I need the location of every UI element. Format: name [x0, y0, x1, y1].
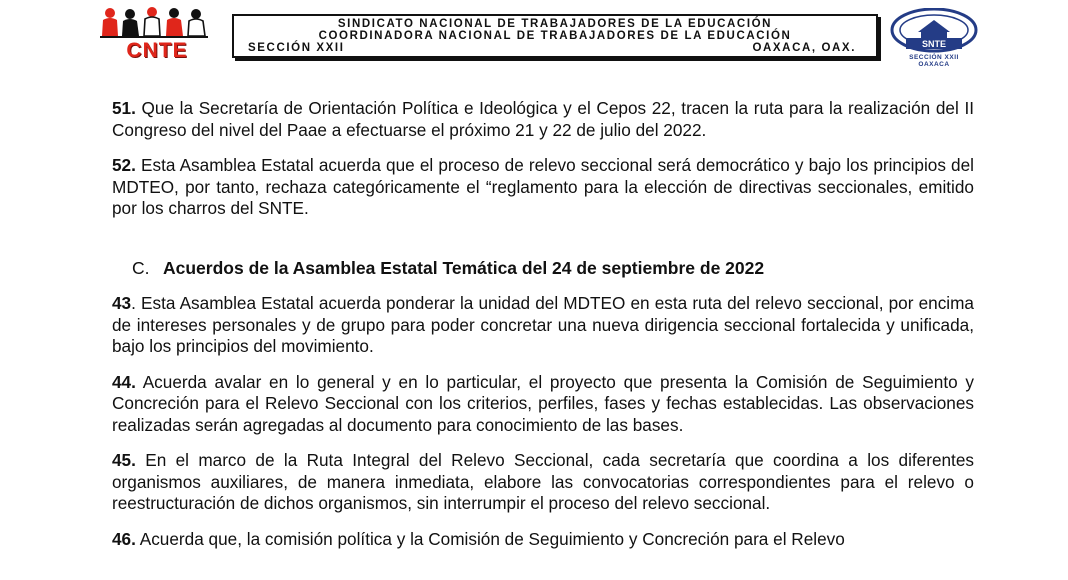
agreement-text: . Esta Asamblea Estatal acuerda ponderar la unidad del MDTEO en esta ruta del relevo seccional, por encima de intereses personales y de grupo para poder concretar una nueva dirigencia seccional fortalecida y unificada, bajo los principios del movimiento.: [112, 293, 974, 356]
agreement-paragraph: [112, 529, 974, 551]
agreement-text: Esta Asamblea Estatal acuerda que el proceso de relevo seccional será democrático y bajo los principios del MDTEO, por tanto, rechaza categóricamente el “reglamento para la elección de directivas seccionales, emitido por los charros del SNTE.: [112, 155, 974, 218]
agreement-text: Que la Secretaría de Orientación Política e Ideológica y el Cepos 22, tracen la ruta para la realización del II Congreso del nivel del Paae a efectuarse el próximo 21 y 22 de julio del 2022.: [112, 98, 974, 140]
snte-caption-section: SECCIÓN XXII: [909, 54, 959, 61]
agreement-number: 51.: [112, 98, 136, 118]
agreement-paragraph: [112, 450, 974, 515]
snte-logo-text: SNTE: [921, 39, 947, 49]
document-body: [112, 98, 974, 564]
agreement-number: 45.: [112, 450, 136, 470]
agreement-paragraph: [112, 293, 974, 358]
agreement-number: 52.: [112, 155, 136, 175]
agreement-text: En el marco de la Ruta Integral del Relevo Seccional, cada secretaría que coordina a los diferentes organismos auxiliares, de manera inmediata, elabore las convocatorias correspondientes para el relevo o reestructuración de dichos organismos, sin interrumpir el proceso del relevo seccional.: [112, 450, 974, 513]
agreement-number: 46.: [112, 528, 136, 549]
agreement-paragraph: [112, 372, 974, 437]
banner-section: SECCIÓN XXII: [248, 42, 345, 54]
section-heading: [112, 258, 974, 280]
snte-caption-city: OAXACA: [918, 61, 950, 68]
section-title: Acuerdos de la Asamblea Estatal Temática del 24 de septiembre de 2022: [163, 257, 765, 278]
cnte-logo: [92, 6, 220, 64]
agreement-text: Acuerda que, la comisión política y la Comisión de Seguimiento y Concreción para el Relevo: [135, 528, 845, 549]
banner-location: OAXACA, OAX.: [752, 42, 856, 54]
agreement-number: 43: [112, 293, 132, 313]
section-letter: C.: [132, 257, 150, 278]
union-banner: [232, 14, 878, 58]
banner-line-1: SINDICATO NACIONAL DE TRABAJADORES DE LA EDUCACIÓN: [337, 18, 773, 30]
agreement-paragraph: [112, 155, 974, 220]
workers-illustration-icon: [98, 6, 210, 40]
snte-logo: [886, 8, 982, 68]
agreement-text: Acuerda avalar en lo general y en lo particular, el proyecto que presenta la Comisión de Seguimiento y Concreción para el Relevo Seccional con los criterios, perfiles, fases y fechas establecidas. Las observaciones realizadas serán agregadas al documento para conocimiento de las bases.: [112, 371, 974, 435]
banner-line-2: COORDINADORA NACIONAL DE TRABAJADORES DE LA EDUCACIÓN: [318, 30, 792, 42]
agreement-number: 44.: [112, 371, 136, 392]
cnte-logo-text: CNTE: [126, 39, 188, 62]
snte-seal-icon: [890, 8, 978, 54]
document-header: [0, 0, 1068, 80]
agreement-paragraph: [112, 98, 974, 141]
